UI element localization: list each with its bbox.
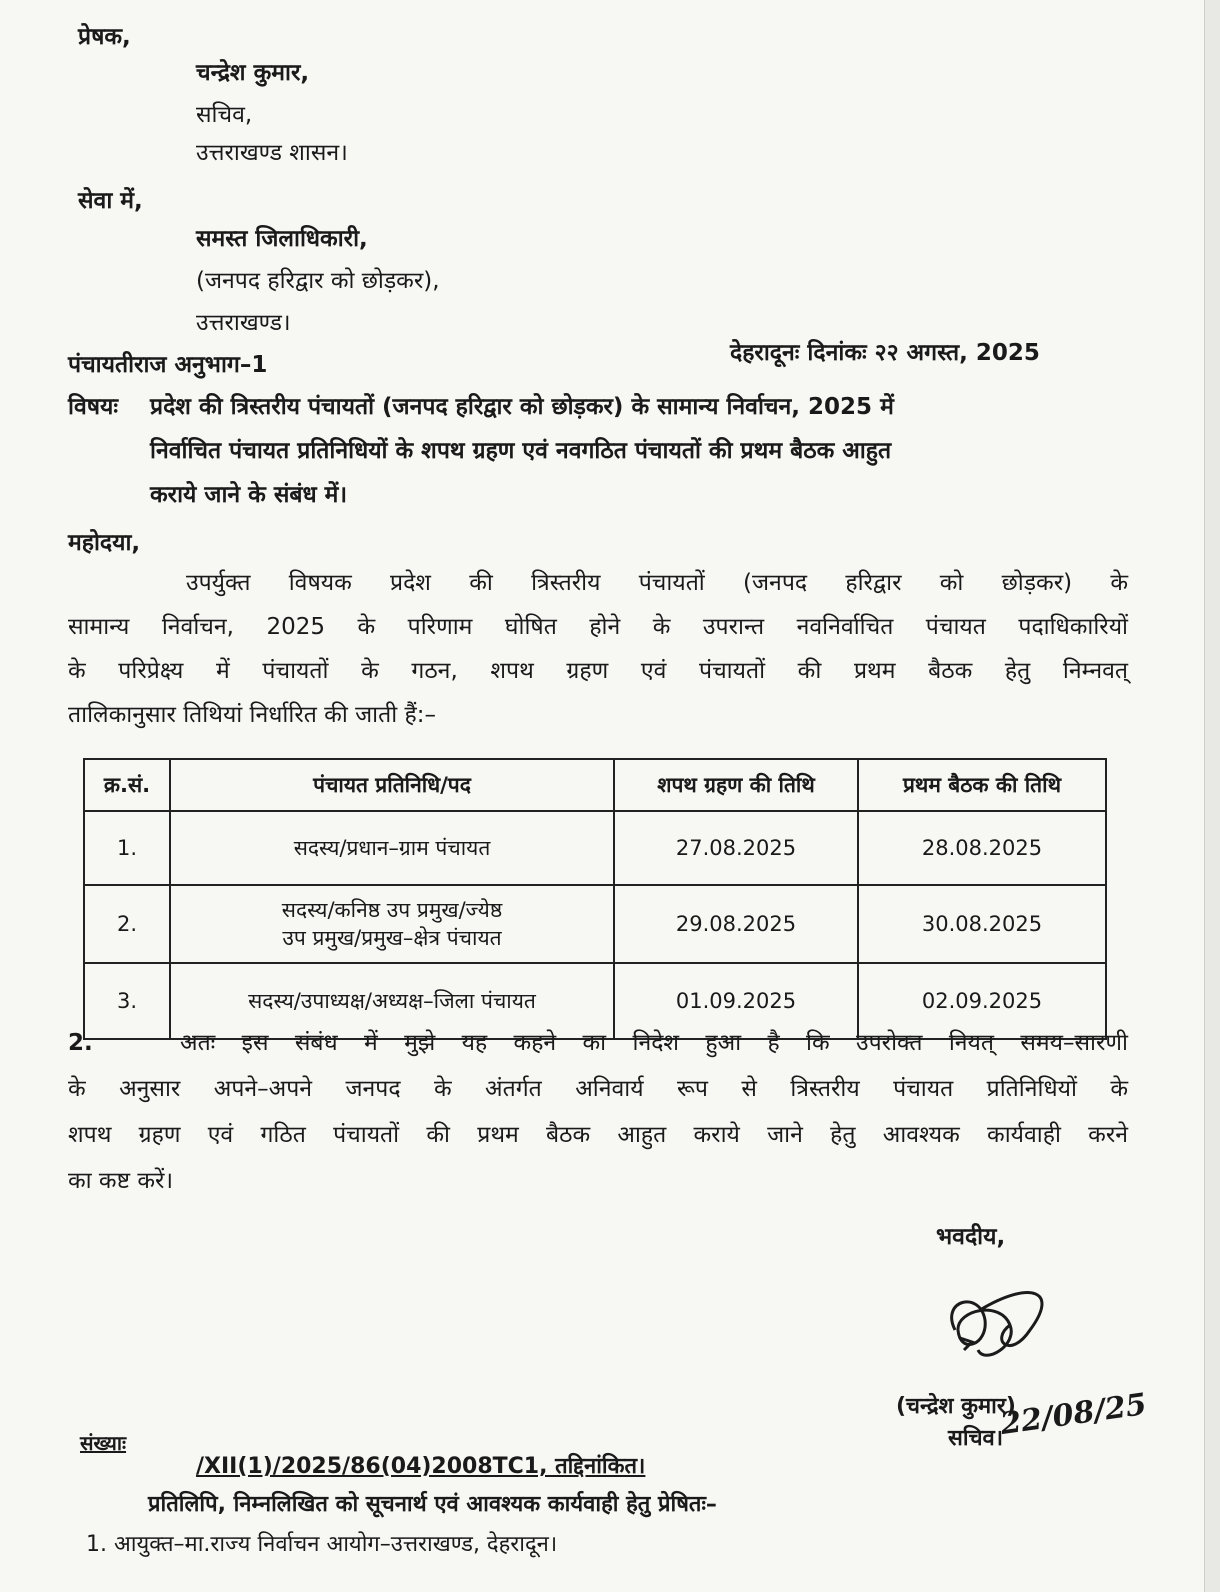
place-date: देहरादूनः दिनांकः २२ अगस्त, 2025 (730, 340, 1040, 366)
recipient-heading: सेवा में, (78, 188, 143, 214)
schedule-table (83, 758, 1107, 1040)
para1-line: तालिकानुसार तिथियां निर्धारित की जाती हैं:– (68, 702, 436, 728)
para2-number: 2. (68, 1030, 93, 1056)
page-edge (1204, 0, 1220, 1592)
reference-number: /XII(1)/2025/86(04)2008TC1, तद्दिनांकित। (196, 1454, 646, 1479)
sender-name: चन्द्रेश कुमार, (196, 60, 310, 86)
subject-line-3: कराये जाने के संबंध में। (150, 482, 348, 508)
cell-meeting-date: 30.08.2025 (858, 885, 1106, 963)
table-row (84, 811, 1106, 885)
table-row (84, 885, 1106, 963)
section-name: पंचायतीराज अनुभाग–1 (68, 352, 268, 378)
subject-line-2: निर्वाचित पंचायत प्रतिनिधियों के शपथ ग्रहण एवं नवगठित पंचायतों की प्रथम बैठक आहुत (150, 438, 892, 464)
sender-office: उत्तराखण्ड शासन। (196, 140, 348, 166)
copy-intro: प्रतिलिपि, निम्नलिखित को सूचनार्थ एवं आवश्यक कार्यवाही हेतु प्रेषितः– (148, 1492, 717, 1517)
header-serial: क्र.सं. (84, 759, 170, 811)
cell-post-line-2: उप प्रमुख/प्रमुख–क्षेत्र पंचायत (282, 926, 502, 950)
sender-heading: प्रेषक, (78, 24, 131, 50)
cell-oath-date: 27.08.2025 (614, 811, 858, 885)
para1-line: उपर्युक्त विषयक प्रदेश की त्रिस्तरीय पंचायतों (जनपद हरिद्वार को छोड़कर) के (186, 570, 1128, 596)
cell-post-line-1: सदस्य/कनिष्ठ उप प्रमुख/ज्येष्ठ (281, 898, 503, 922)
cell-serial: 2. (84, 885, 170, 963)
cell-serial: 3. (84, 963, 170, 1039)
para2-line: अतः इस संबंध में मुझे यह कहने का निदेश हुआ है कि उपरोक्त नियत् समय–सारणी (180, 1030, 1128, 1056)
para2-line: का कष्ट करें। (68, 1168, 174, 1194)
cell-post (170, 885, 614, 963)
header-oath-date: शपथ ग्रहण की तिथि (614, 759, 858, 811)
signatory-name: (चन्द्रेश कुमार) (896, 1394, 1016, 1419)
copy-item: 1. आयुक्त–मा.राज्य निर्वाचन आयोग–उत्तराखण्ड, देहरादून। (86, 1532, 558, 1557)
subject-label: विषयः (68, 394, 119, 420)
header-meeting-date: प्रथम बैठक की तिथि (858, 759, 1106, 811)
reference-label: संख्याः (80, 1431, 127, 1455)
handwritten-date: 22/08/25 (998, 1386, 1149, 1443)
subject-line-1: प्रदेश की त्रिस्तरीय पंचायतों (जनपद हरिद्वार को छोड़कर) के सामान्य निर्वाचन, 2025 में (150, 394, 894, 420)
signatory-designation: सचिव। (948, 1426, 1004, 1451)
recipient-state: उत्तराखण्ड। (196, 310, 291, 336)
para1-line: के परिप्रेक्ष्य में पंचायतों के गठन, शपथ ग्रहण एवं पंचायतों की प्रथम बैठक हेतु निम्नवत् (68, 658, 1128, 684)
closing: भवदीय, (936, 1224, 1006, 1250)
para2-line: के अनुसार अपने–अपने जनपद के अंतर्गत अनिवार्य रूप से त्रिस्तरीय पंचायत प्रतिनिधियों के (68, 1076, 1128, 1102)
table-header-row (84, 759, 1106, 811)
cell-post: सदस्य/उपाध्यक्ष/अध्यक्ष–जिला पंचायत (170, 963, 614, 1039)
cell-serial: 1. (84, 811, 170, 885)
para1-line: सामान्य निर्वाचन, 2025 के परिणाम घोषित होने के उपरान्त नवनिर्वाचित पंचायत पदाधिकारियों (68, 614, 1128, 640)
cell-oath-date: 29.08.2025 (614, 885, 858, 963)
cell-post: सदस्य/प्रधान–ग्राम पंचायत (170, 811, 614, 885)
recipient-name: समस्त जिलाधिकारी, (196, 226, 368, 252)
header-post: पंचायत प्रतिनिधि/पद (170, 759, 614, 811)
para2-line: शपथ ग्रहण एवं गठित पंचायतों की प्रथम बैठक आहुत कराये जाने हेतु आवश्यक कार्यवाही करने (68, 1122, 1128, 1148)
recipient-note: (जनपद हरिद्वार को छोड़कर), (196, 268, 440, 294)
cell-meeting-date: 02.09.2025 (858, 963, 1106, 1039)
sender-designation: सचिव, (196, 102, 253, 128)
cell-meeting-date: 28.08.2025 (858, 811, 1106, 885)
salutation: महोदया, (68, 530, 141, 556)
cell-oath-date: 01.09.2025 (614, 963, 858, 1039)
